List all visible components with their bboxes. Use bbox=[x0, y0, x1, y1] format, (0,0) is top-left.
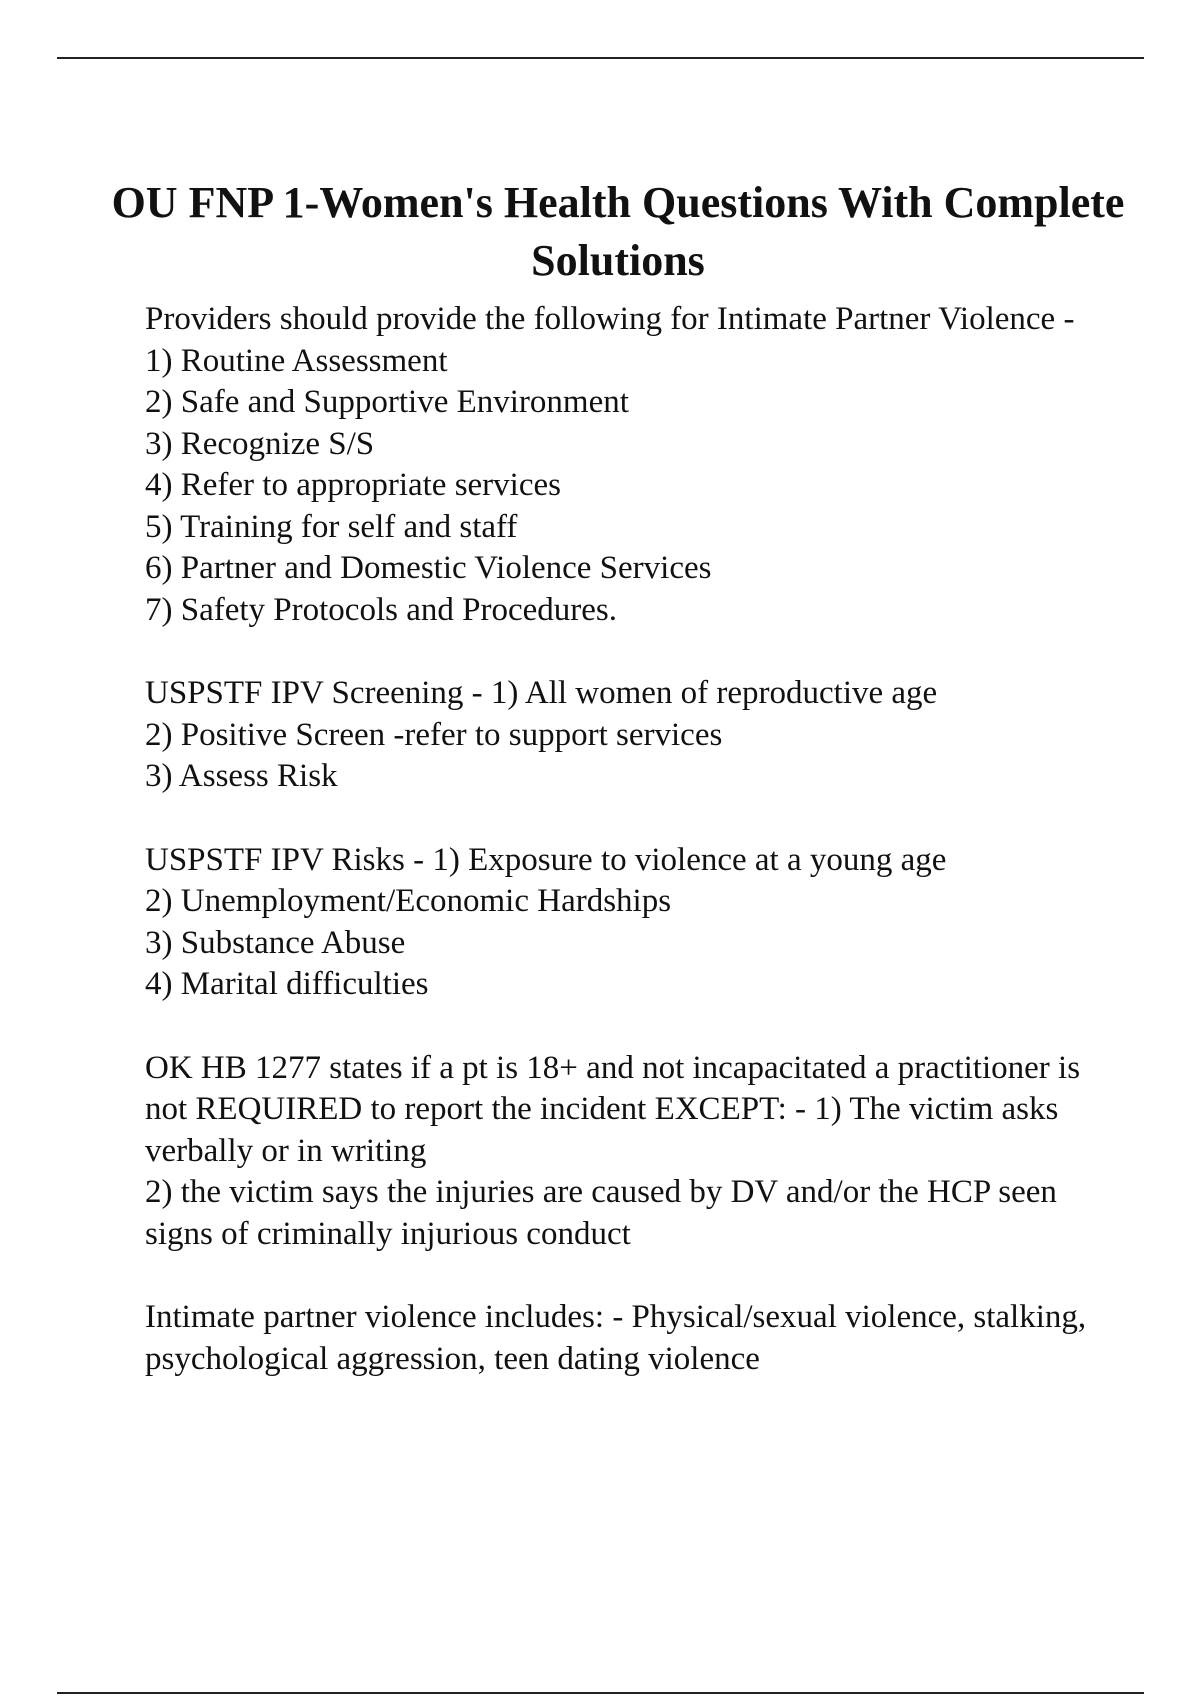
document-title: OU FNP 1-Women's Health Questions With Complete Solutions bbox=[111, 178, 1125, 286]
entry-ok-hb-1277: OK HB 1277 states if a pt is 18+ and not incapacitated a practitioner is not REQUIRED to report the incident EXCEPT: - 1) The victim asks verbally or in writing 2) the victim says the injuries are caused by DV and/or the HCP seen signs of criminally injurious conduct bbox=[145, 1049, 1081, 1252]
entry-ipv-provider-actions: Providers should provide the following for Intimate Partner Violence - 1) Routine Assessment 2) Safe and Supportive Environment 3) Recognize S/S 4) Refer to appropriate services 5) Training for self and staff 6) Partner and Domestic Violence Services 7) Safety Protocols and Procedures. bbox=[145, 301, 1075, 628]
entry-ipv-includes: Intimate partner violence includes: - Physical/sexual violence, stalking, psychological aggression, teen dating violence bbox=[145, 1299, 1087, 1377]
document-body bbox=[145, 299, 1105, 1422]
bottom-rule bbox=[57, 1692, 1144, 1694]
entry-uspstf-ipv-risks: USPSTF IPV Risks - 1) Exposure to violence at a young age 2) Unemployment/Economic Hardships 3) Substance Abuse 4) Marital difficulties bbox=[145, 841, 947, 1002]
top-rule bbox=[57, 57, 1144, 59]
entry-uspstf-ipv-screening: USPSTF IPV Screening - 1) All women of reproductive age 2) Positive Screen -refer to support services 3) Assess Risk bbox=[145, 675, 938, 794]
